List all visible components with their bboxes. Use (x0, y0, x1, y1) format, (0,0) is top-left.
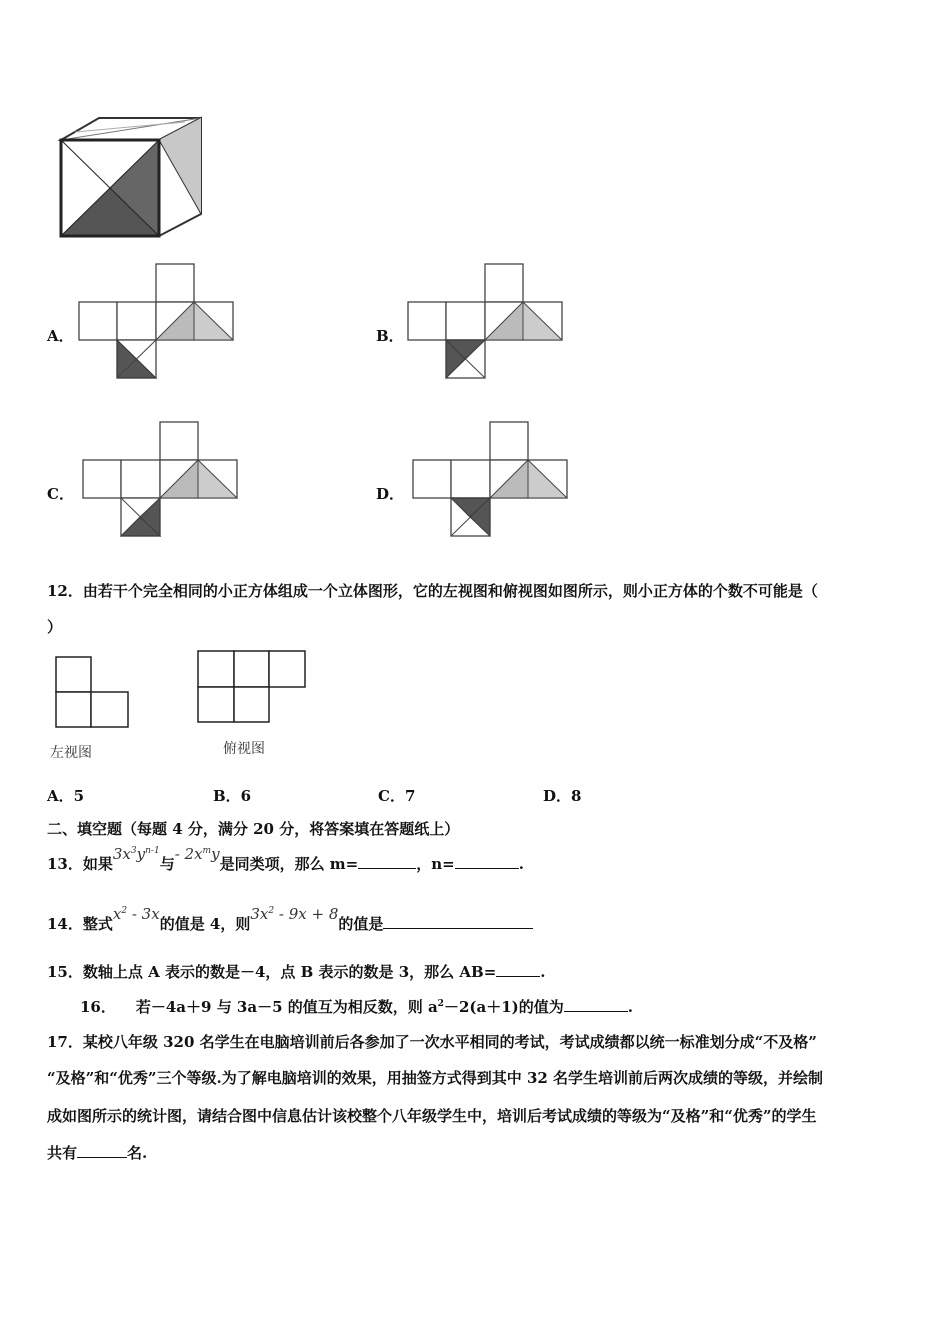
cube-figure (55, 112, 205, 242)
option-b-label: B． (376, 327, 404, 345)
q13-suffix-b: ，n= (416, 855, 455, 873)
q17-line4 (47, 1142, 147, 1163)
q12-option-c: C．7 (378, 787, 416, 805)
q16-line (80, 996, 633, 1017)
q16-text-a: 若－4a＋9 与 3a－5 的值互为相反数，则 a (135, 998, 438, 1016)
q15-text: 15．数轴上点 A 表示的数是－4，点 B 表示的数是 3，那么 AB= (47, 963, 497, 981)
left-view-caption: 左视图 (50, 745, 92, 761)
option-a-label: A． (47, 327, 74, 345)
q13-blank-n[interactable] (455, 854, 519, 869)
top-view-figure (196, 649, 308, 725)
q14-blank[interactable] (383, 914, 533, 929)
q17-blank[interactable] (77, 1143, 127, 1158)
q13-end: . (518, 855, 524, 873)
net-figure-b (407, 263, 567, 381)
net-figure-d (412, 421, 572, 539)
q13-line (47, 845, 524, 874)
q17-line1: 17．某校八年级 320 名学生在电脑培训前后各参加了一次水平相同的考试，考试成绩都以统一标准划分成“不及格” (47, 1033, 817, 1051)
q13-mid: 与 (159, 855, 175, 873)
q13-expr1: $3x^3y^{n-1}$ (112, 845, 160, 863)
q14-suffix: 的值是 (338, 915, 384, 933)
q17-line2: “及格”和“优秀”三个等级.为了解电脑培训的效果，用抽签方式得到其中 32 名学生培训前后两次成绩的等级，并绘制 (47, 1069, 824, 1087)
q13-prefix: 13．如果 (47, 855, 113, 873)
q15-end: . (540, 963, 546, 981)
q15-line (47, 961, 546, 982)
q12-option-b: B．6 (213, 787, 252, 805)
q12-stem-line2: ） (47, 618, 63, 636)
q15-blank[interactable] (496, 962, 540, 977)
option-c-label: C． (47, 485, 74, 503)
left-view-figure (54, 655, 132, 730)
option-d-label: D． (376, 485, 405, 503)
q13-expr2: - $2x^my$ (174, 845, 220, 863)
q17-line4-b: 名. (127, 1144, 148, 1162)
q14-expr1: $x^2 - 3x$ (112, 905, 160, 923)
q16-exp: 2 (437, 999, 444, 1009)
q14-mid: 的值是 4，则 (159, 915, 251, 933)
q16-text-b: －2(a＋1)的值为 (443, 998, 564, 1016)
q14-line (47, 905, 533, 934)
section-title: 二、填空题（每题 4 分，满分 20 分，将答案填在答题纸上） (47, 820, 460, 838)
q16-end: . (627, 998, 633, 1016)
q12-stem-line1: 12．由若干个完全相同的小正方体组成一个立体图形，它的左视图和俯视图如图所示，则小正方体的个数不可能是（ (47, 582, 818, 600)
q17-line3: 成如图所示的统计图，请结合图中信息估计该校整个八年级学生中，培训后考试成绩的等级为“及格”和“优秀”的学生 (47, 1107, 817, 1125)
q16-num: 16． (80, 998, 116, 1016)
q13-blank-m[interactable] (358, 854, 416, 869)
q12-option-d: D．8 (543, 787, 582, 805)
q17-line4-a: 共有 (47, 1144, 78, 1162)
q14-prefix: 14．整式 (47, 915, 113, 933)
q13-suffix-a: 是同类项，那么 m= (219, 855, 359, 873)
q16-blank[interactable] (564, 997, 628, 1012)
q12-option-a: A．5 (47, 787, 85, 805)
net-figure-a (78, 263, 238, 381)
top-view-caption: 俯视图 (223, 741, 265, 757)
net-figure-c (82, 421, 242, 539)
q14-expr2: $3x^2 - 9x + 8$ (250, 905, 339, 923)
